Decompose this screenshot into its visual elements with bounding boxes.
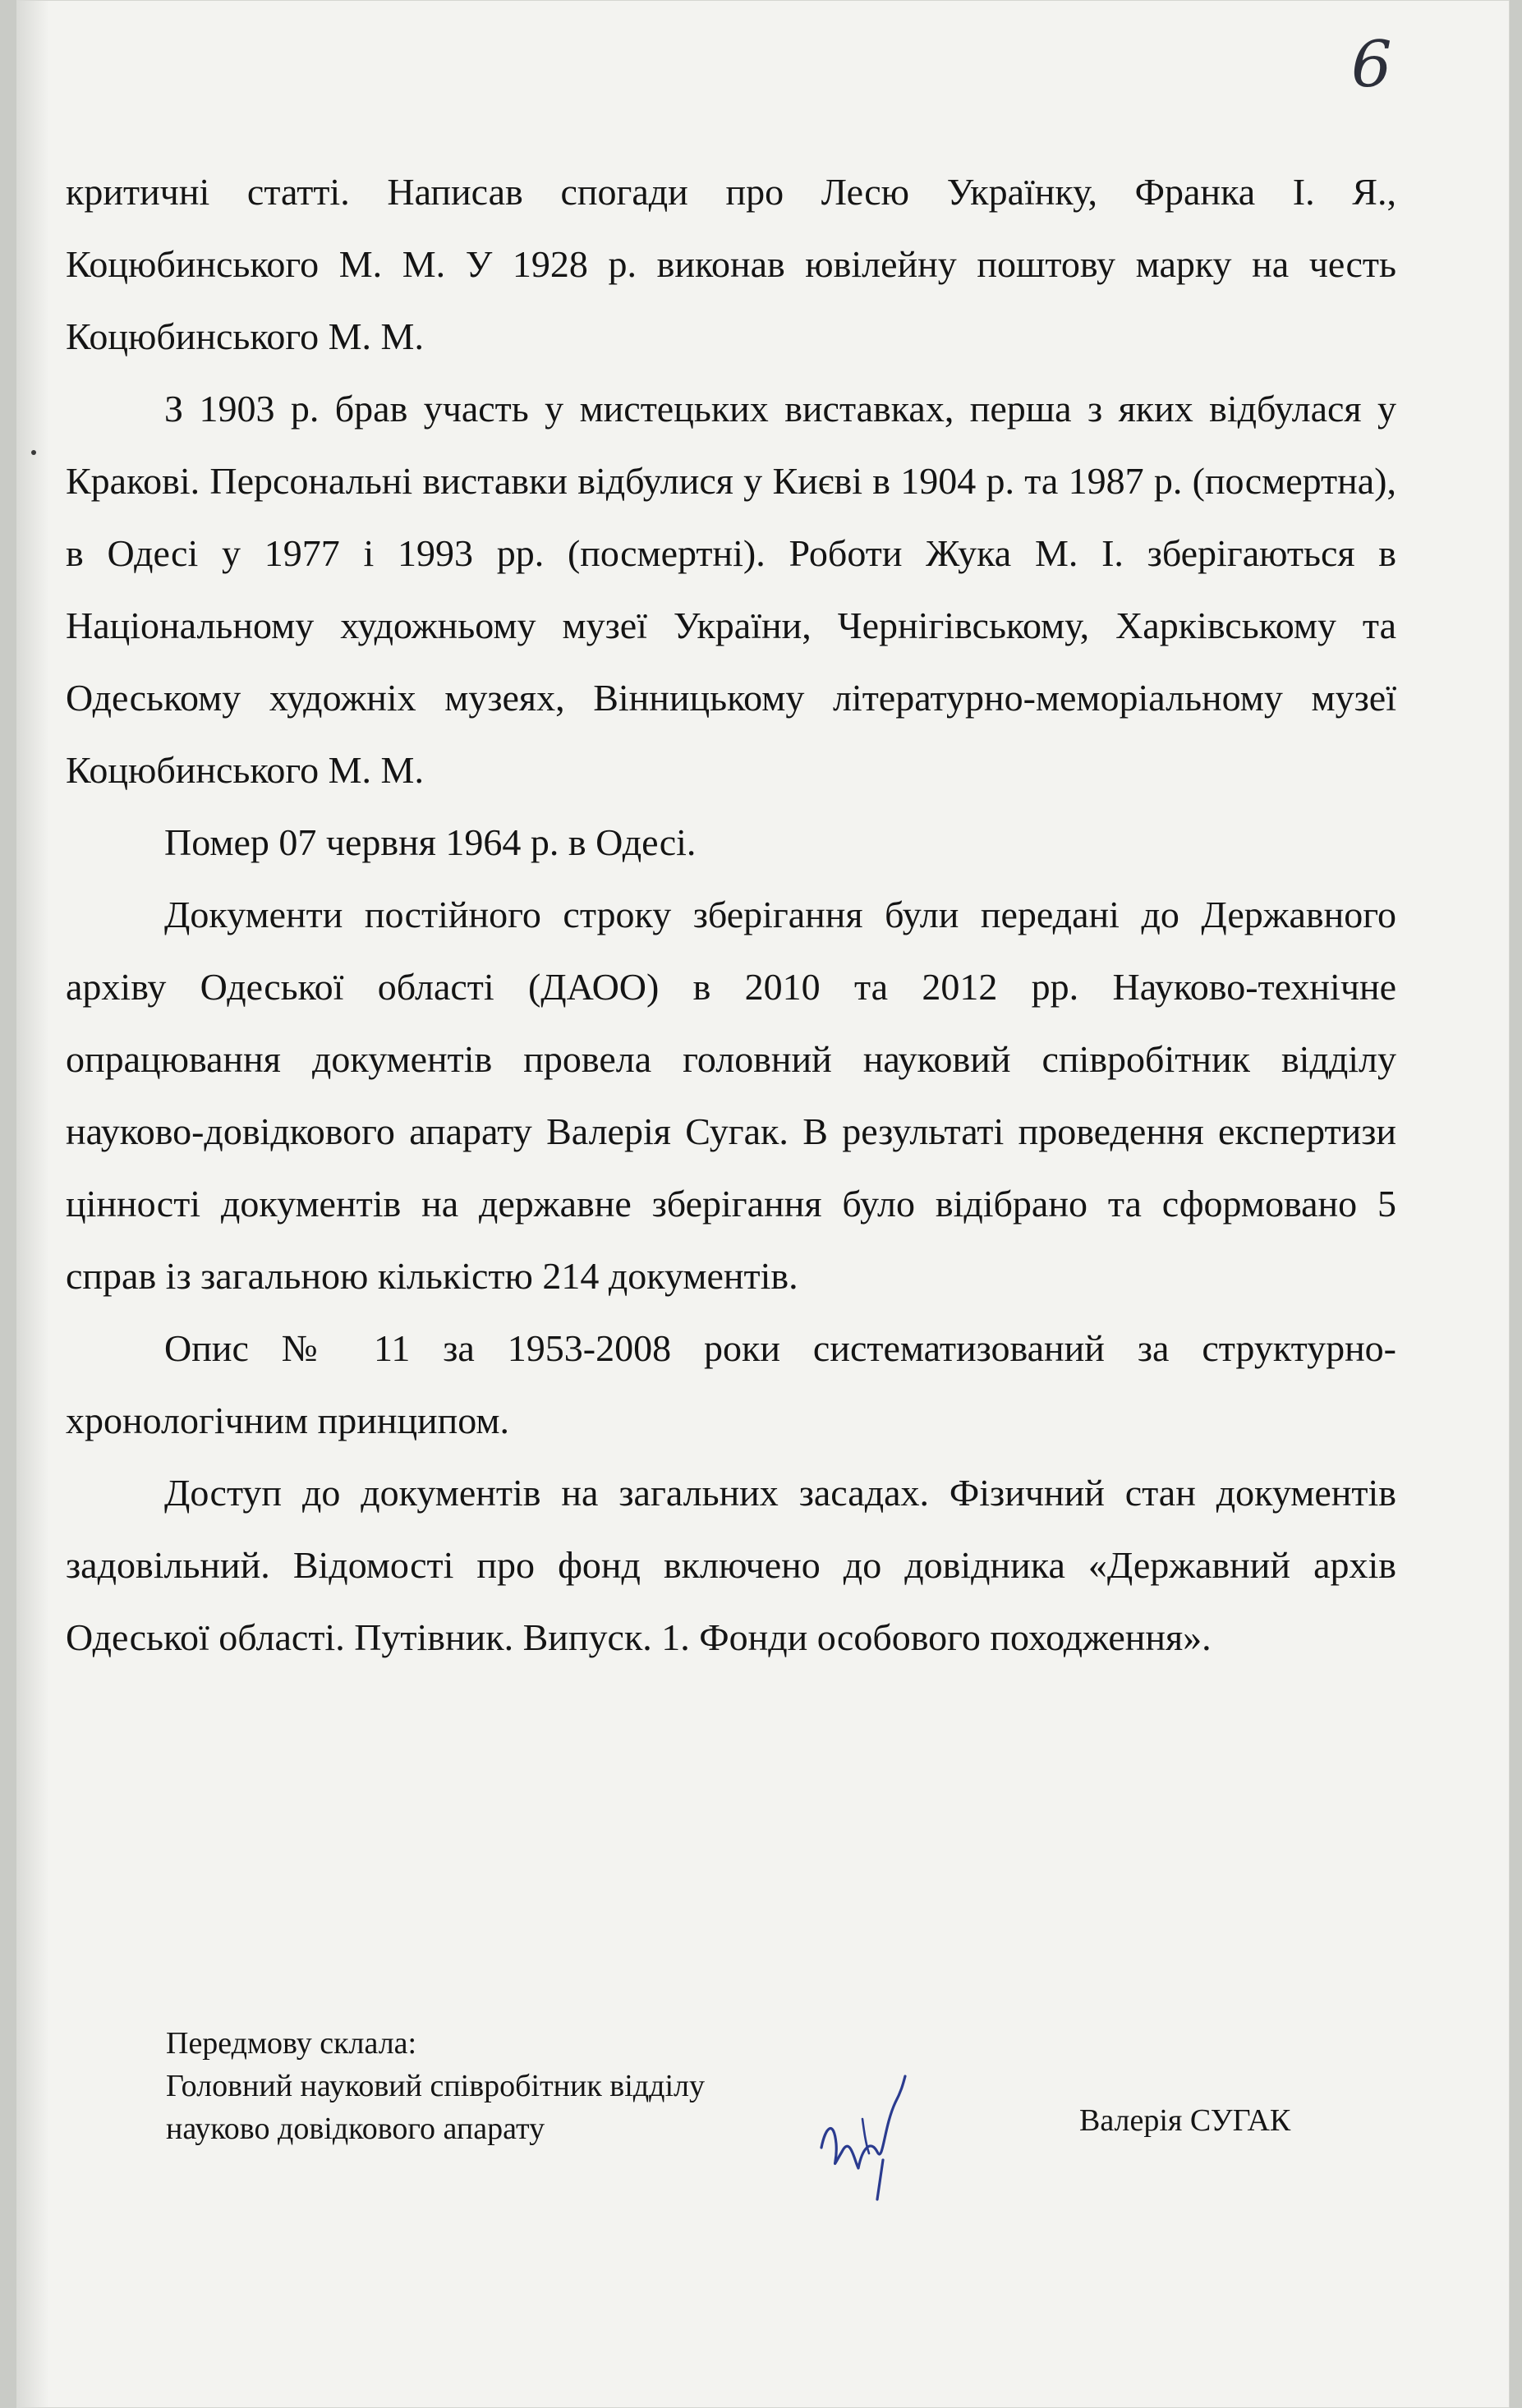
signature-caption: Передмову склала: <box>166 2026 417 2061</box>
page-number: 6 <box>1351 28 1392 102</box>
document-page <box>16 0 1510 2408</box>
signer-position-line2: науково довідкового апарату <box>166 2112 545 2146</box>
signer-name: Валерія СУГАК <box>1079 2103 1291 2138</box>
paragraph-3: Помер 07 червня 1964 р. в Одесі. <box>164 821 697 863</box>
paragraph-1: критичні статті. Написав спогади про Лесю Українку, Франка І. Я., Коцюбинського М. М. У 1928 р. виконав ювілейну поштову марку на честь Коцюбинського М. М. <box>66 171 1396 357</box>
paragraph-6: Доступ до документів на загальних засадах. Фізичний стан документів задовільний. Відомості про фонд включено до довідника «Державний архів Одеської області. Путівник. Випуск. 1. Фонди особового походження». <box>66 1472 1396 1658</box>
paragraph-5: Опис № 11 за 1953-2008 роки систематизований за структурно-хронологічним принципом. <box>66 1327 1396 1441</box>
document-body <box>66 156 1396 1674</box>
signature-block <box>166 2022 905 2150</box>
paragraph-2: З 1903 р. брав участь у мистецьких виставках, перша з яких відбулася у Кракові. Персональні виставки відбулися у Києві в 1904 р. та 1987 р. (посмертна), в Одесі у 1977 і 1993 рр. (посмертні). Роботи Жука М. І. зберігаються в Національному художньому музеї України, Чернігівському, Харківському та Одеському художніх музеях, Вінницькому літературно-меморіальному музеї Коцюбинського М. М. <box>66 388 1396 791</box>
scan-speck <box>31 450 36 455</box>
signer-position-line1: Головний науковий співробітник відділу <box>166 2069 705 2103</box>
paragraph-4: Документи постійного строку зберігання були передані до Державного архіву Одеської області (ДАОО) в 2010 та 2012 рр. Науково-технічне опрацювання документів провела головний науковий співробітник відділу науково-довідкового апарату Валерія Сугак. В результаті проведення експертизи цінності документів на державне зберігання було відібрано та сформовано 5 справ із загальною кількістю 214 документів. <box>66 894 1396 1297</box>
handwritten-signature <box>805 2070 928 2201</box>
